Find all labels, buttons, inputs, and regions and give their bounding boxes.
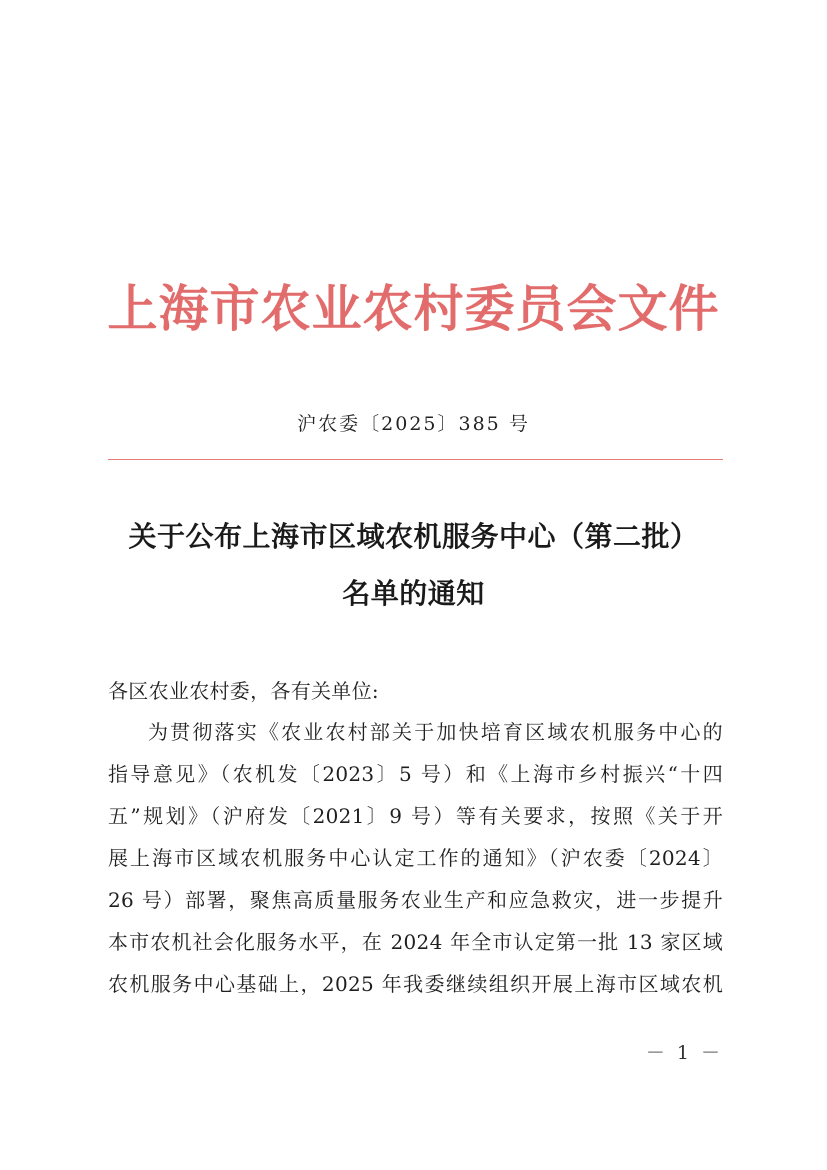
page-number: － 1 － (645, 1042, 723, 1064)
body-text-line: 26 号）部署，聚焦高质量服务农业生产和应急救灾，进一步提升 (108, 888, 723, 912)
body-text-line: 本市农机社会化服务水平，在 2024 年全市认定第一批 13 家区域 (108, 930, 723, 954)
salutation: 各区农业农村委，各有关单位: (108, 679, 379, 703)
body-text-line: 指导意见》（农机发〔2023〕5 号）和《上海市乡村振兴“十四 (108, 762, 723, 786)
body-text-line: 为贯彻落实《农业农村部关于加快培育区域农机服务中心的 (148, 720, 723, 744)
notice-title-line-1: 关于公布上海市区域农机服务中心（第二批） (128, 520, 699, 553)
body-text-line: 展上海市区域农机服务中心认定工作的通知》（沪农委〔2024〕 (108, 846, 723, 870)
body-text-line: 五”规划》（沪府发〔2021〕9 号）等有关要求，按照《关于开 (108, 804, 723, 828)
red-divider-line (108, 459, 723, 460)
document-number: 沪农委〔2025〕385 号 (297, 413, 530, 435)
body-text-line: 农机服务中心基础上，2025 年我委继续组织开展上海市区域农机 (108, 972, 723, 996)
issuer-header: 上海市农业农村委员会文件 (107, 279, 720, 338)
notice-title-line-2: 名单的通知 (342, 577, 485, 610)
